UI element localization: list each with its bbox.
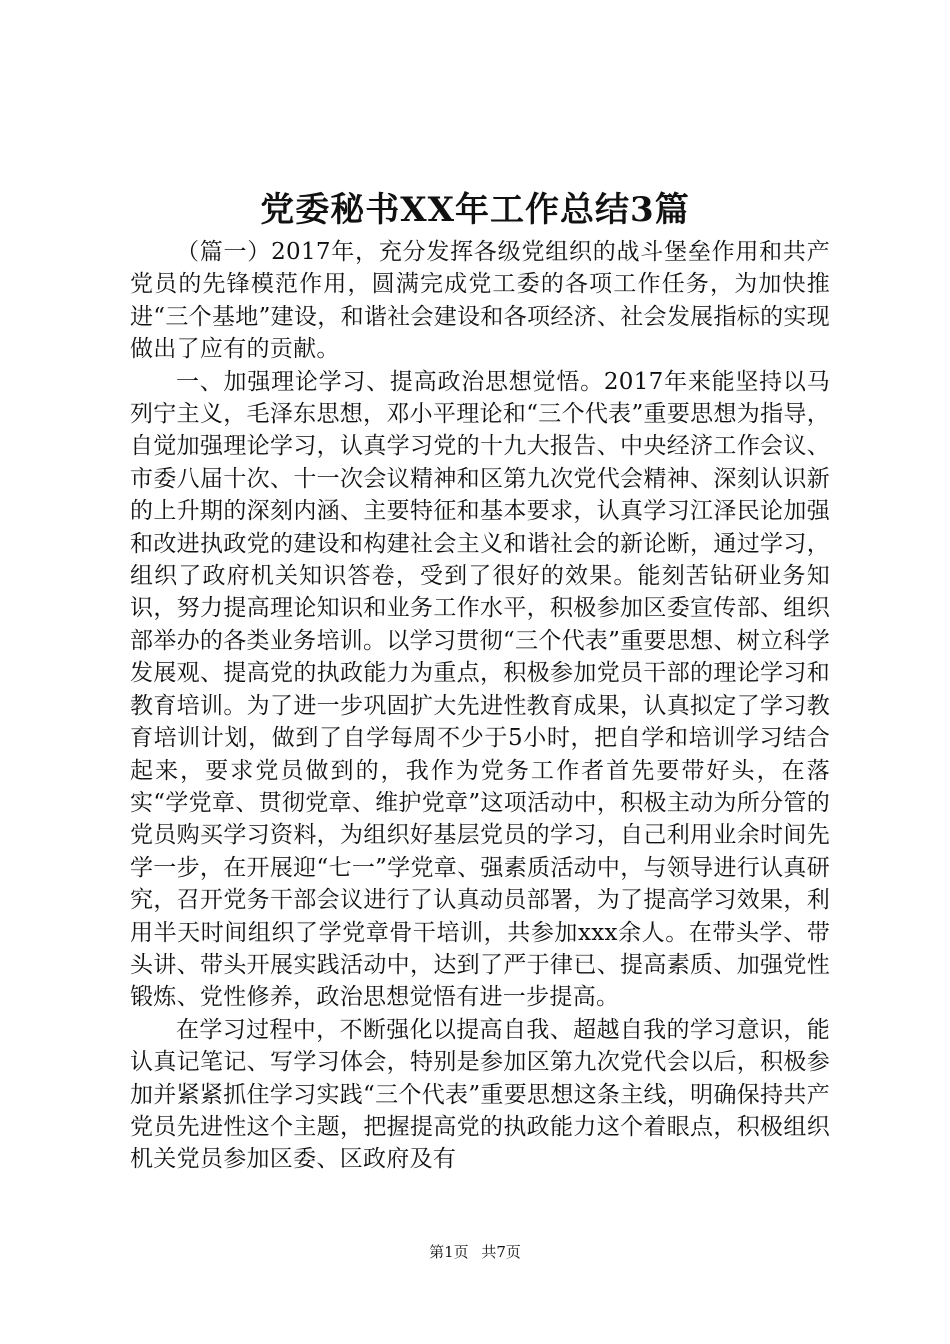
document-body: [130, 236, 830, 1176]
document-title: 党委秘书XX年工作总结3篇: [260, 190, 690, 230]
page-number: 第1页: [429, 1243, 469, 1261]
paragraph: 一、加强理论学习、提高政治思想觉悟。2017年来能坚持以马列宁主义，毛泽东思想，邓小平理论和“三个代表”重要思想为指导，自觉加强理论学习，认真学习党的十九大报告、中央经济工作会议、市委八届十次、十一次会议精神和区第九次党代会精神、深刻认识新的上升期的深刻内涵、主要特征和基本要求，认真学习江泽民论加强和改进执政党的建设和构建社会主义和谐社会的新论断，通过学习，组织了政府机关知识答卷，受到了很好的效果。能刻苦钻研业务知识，努力提高理论知识和业务工作水平，积极参加区委宣传部、组织部举办的各类业务培训。以学习贯彻“三个代表”重要思想、树立科学发展观、提高党的执政能力为重点，积极参加党员干部的理论学习和教育培训。为了进一步巩固扩大先进性教育成果，认真拟定了学习教育培训计划，做到了自学每周不少于5小时，把自学和培训学习结合起来，要求党员做到的，我作为党务工作者首先要带好头，在落实“学党章、贯彻党章、维护党章”这项活动中，积极主动为所分管的党员购买学习资料，为组织好基层党员的学习，自己利用业余时间先学一步，在开展迎“七一”学党章、强素质活动中，与领导进行认真研究，召开党务干部会议进行了认真动员部署，为了提高学习效果，利用半天时间组织了学党章骨干培训，共参加xxx余人。在带头学、带头讲、带头开展实践活动中，达到了严于律已、提高素质、加强党性锻炼、党性修养，政治思想觉悟有进一步提高。: [130, 368, 830, 1011]
paragraph: （篇一）2017年，充分发挥各级党组织的战斗堡垒作用和共产党员的先锋模范作用，圆满完成党工委的各项工作任务，为加快推进“三个基地”建设，和谐社会建设和各项经济、社会发展指标的实现做出了应有的贡献。: [130, 239, 830, 363]
page-footer: [0, 1242, 950, 1262]
paragraph: 在学习过程中，不断强化以提高自我、超越自我的学习意识，能认真记笔记、写学习体会，特别是参加区第九次党代会以后，积极参加并紧紧抓住学习实践“三个代表”重要思想这条主线，明确保持共产党员先进性这个主题，把握提高党的执政能力这个着眼点，积极组织机关党员参加区委、区政府及有: [130, 1016, 830, 1173]
page-total: 共7页: [481, 1243, 521, 1261]
